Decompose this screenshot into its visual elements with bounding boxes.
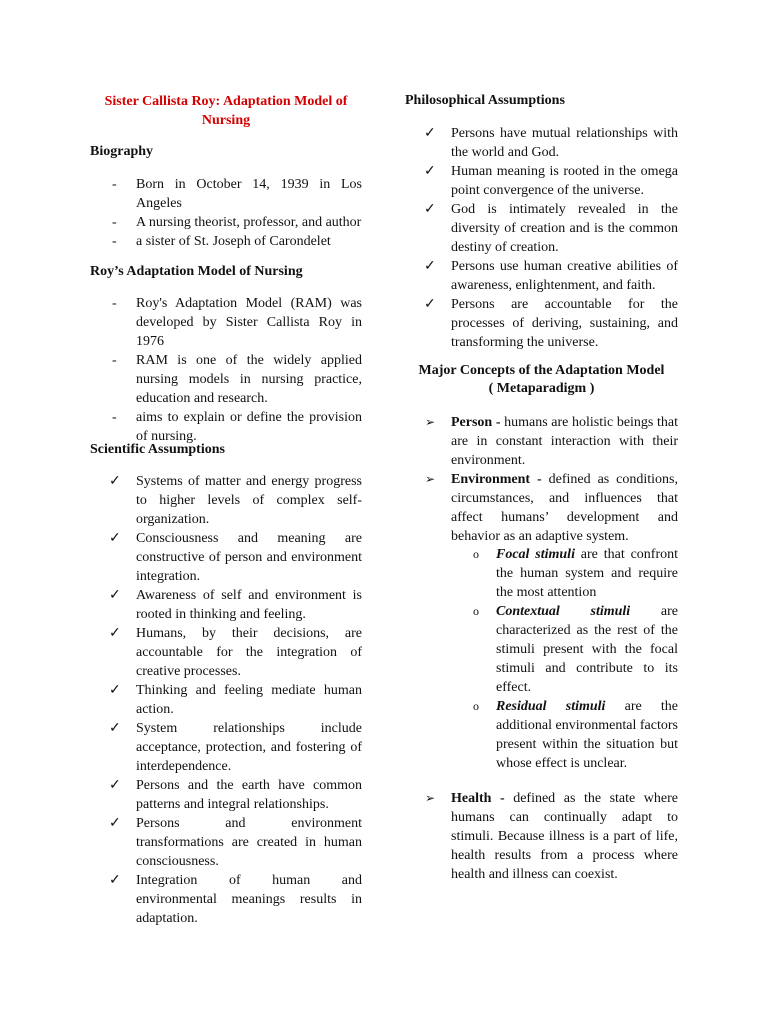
arrow-icon: ➢ — [425, 415, 436, 429]
list-item: ✓ Human meaning is rooted in the omega point convergence of the universe. — [424, 164, 678, 198]
list-item: ✓ Humans, by their decisions, are accountable for the integration of creative processes. — [109, 626, 362, 679]
check-icon: ✓ — [109, 778, 121, 793]
list-item: - aims to explain or define the provision of nursing. — [112, 410, 362, 444]
concepts-heading-line2: ( Metaparadigm ) — [488, 381, 595, 396]
philosophical-heading: Philosophical Assumptions — [405, 93, 565, 108]
concepts-heading-line1: Major Concepts of the Adaptation Model — [418, 363, 665, 378]
list-item: ✓ Consciousness and meaning are constructive of person and environment integration. — [109, 531, 362, 584]
list-item: - Roy's Adaptation Model (RAM) was developed by Sister Callista Roy in 1976 — [112, 296, 362, 349]
list-item: ✓ Persons have mutual relationships with the world and God. — [424, 126, 678, 160]
arrow-icon: ➢ — [425, 472, 436, 486]
scientific-heading: Scientific Assumptions — [90, 442, 225, 457]
scientific-list — [90, 472, 362, 928]
biography-heading: Biography — [90, 144, 154, 159]
list-item: - a sister of St. Joseph of Carondelet — [112, 234, 331, 249]
term-label: Person - — [451, 415, 501, 430]
check-icon: ✓ — [109, 626, 121, 641]
check-icon: ✓ — [424, 259, 436, 274]
circle-marker: o — [473, 604, 479, 618]
concept-person: ➢ Person - humans are holistic beings that are in constant interaction with their environment. — [425, 415, 678, 468]
dash-marker: - — [112, 410, 117, 425]
list-item: ✓ Persons use human creative abilities of awareness, enlightenment, and faith. — [424, 259, 678, 293]
list-item: - RAM is one of the widely applied nursing models in nursing practice, education and research. — [112, 353, 362, 406]
list-item: ✓ Persons are accountable for the processes of deriving, sustaining, and transforming the universe. — [424, 297, 678, 350]
dash-marker: - — [112, 296, 117, 311]
ram-list — [90, 294, 362, 446]
check-icon: ✓ — [109, 588, 121, 603]
dash-marker: - — [112, 215, 117, 230]
dash-marker: - — [112, 353, 117, 368]
concept-health: ➢ Health - defined as the state where humans can continually adapt to stimuli. Because illness is a part of life, health results from a process where health and illness can coexist. — [425, 791, 678, 882]
list-item: ✓ Thinking and feeling mediate human action. — [109, 683, 362, 717]
list-item: - A nursing theorist, professor, and author — [112, 215, 362, 230]
concept-environment: ➢ Environment - defined as conditions, circumstances, and influences that affect humans’ development and behavior as an adaptive system. — [425, 472, 678, 544]
biography-list — [90, 175, 362, 251]
term-label: Environment - — [451, 472, 542, 487]
list-item: o Contextual stimuli are characterized as the rest of the stimuli present with the focal stimuli and contribute to its effect. — [473, 604, 678, 695]
list-item: ✓ Persons and the earth have common patterns and integral relationships. — [109, 778, 362, 812]
check-icon: ✓ — [109, 474, 121, 489]
term-label: Residual stimuli — [496, 699, 606, 714]
dash-marker: - — [112, 177, 117, 192]
list-item: ✓ God is intimately revealed in the diversity of creation and is the common destiny of creation. — [424, 202, 678, 255]
check-icon: ✓ — [424, 126, 436, 141]
concepts-heading — [405, 362, 678, 398]
check-icon: ✓ — [109, 816, 121, 831]
ram-heading: Roy’s Adaptation Model of Nursing — [90, 264, 303, 279]
circle-marker: o — [473, 547, 479, 561]
check-icon: ✓ — [109, 683, 121, 698]
term-label: Contextual stimuli — [496, 604, 631, 619]
check-icon: ✓ — [109, 873, 121, 888]
health-list — [405, 789, 678, 884]
list-item: ✓ Persons and environment transformations are created in human consciousness. — [109, 816, 362, 869]
check-icon: ✓ — [109, 531, 121, 546]
philosophical-list — [405, 124, 678, 352]
list-item: ✓ Systems of matter and energy progress to higher levels of complex self-organization. — [109, 474, 362, 527]
stimuli-list — [405, 545, 678, 773]
list-item: o Focal stimuli are that confront the human system and require the most attention — [473, 547, 678, 600]
circle-marker: o — [473, 699, 479, 713]
list-item: ✓ Awareness of self and environment is rooted in thinking and feeling. — [109, 588, 362, 622]
list-item: ✓ Integration of human and environmental meanings results in adaptation. — [109, 873, 362, 926]
check-icon: ✓ — [109, 721, 121, 736]
list-item: ✓ System relationships include acceptance, protection, and fostering of interdependence. — [109, 721, 362, 774]
arrow-icon: ➢ — [425, 791, 436, 805]
dash-marker: - — [112, 234, 117, 249]
check-icon: ✓ — [424, 202, 436, 217]
check-icon: ✓ — [424, 164, 436, 179]
document-title: Sister Callista Roy: Adaptation Model of Nursing — [104, 94, 348, 128]
term-label: Focal stimuli — [496, 547, 575, 562]
concepts-list — [405, 413, 678, 546]
check-icon: ✓ — [424, 297, 436, 312]
list-item: o Residual stimuli are the additional environmental factors present within the situation but whose effect is unclear. — [473, 699, 678, 771]
term-label: Health - — [451, 791, 505, 806]
list-item: - Born in October 14, 1939 in Los Angeles — [112, 177, 362, 211]
